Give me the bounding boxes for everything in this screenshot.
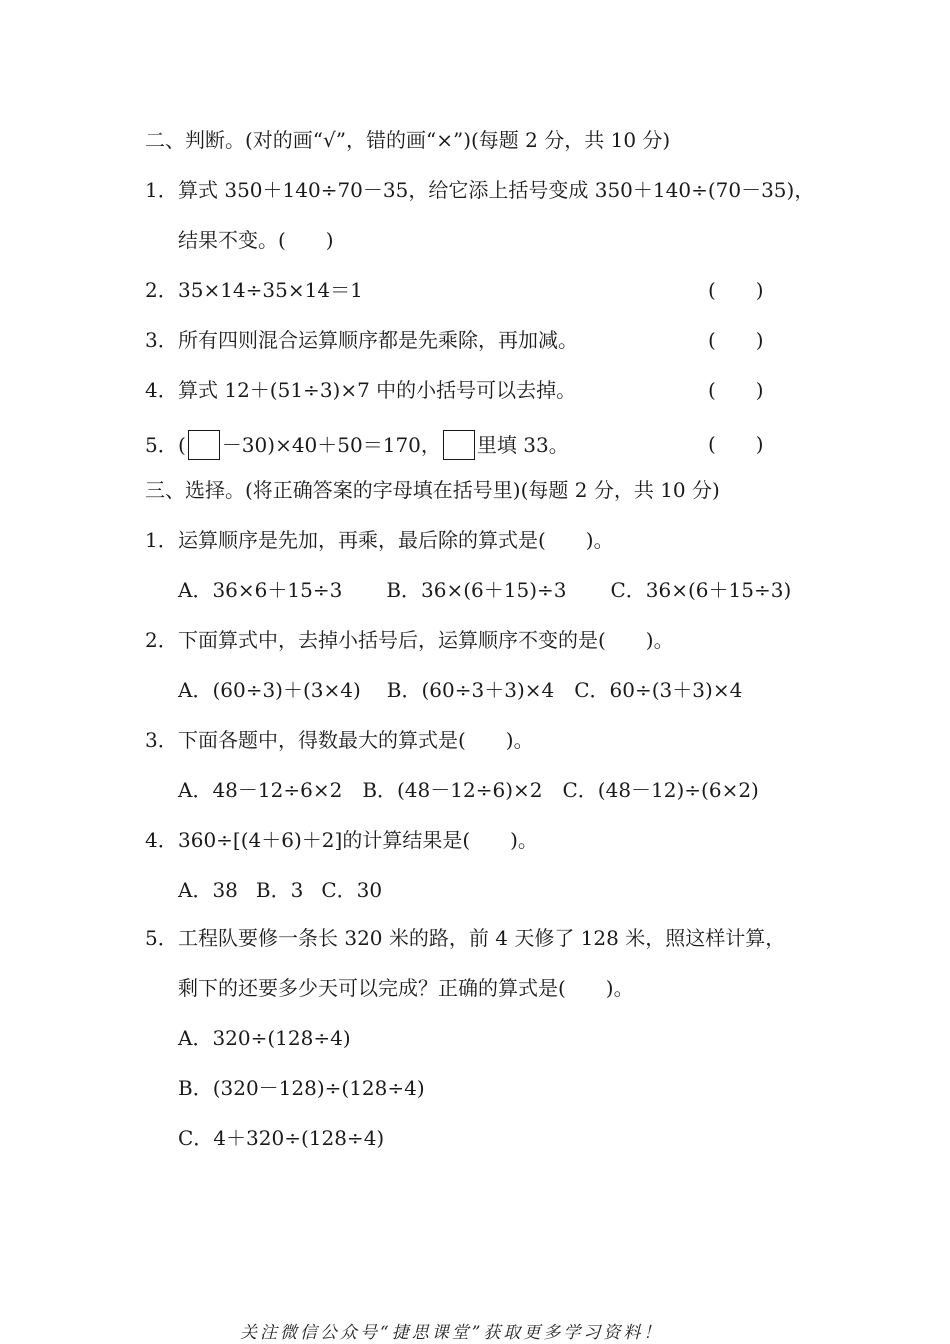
question-text-a: ( (178, 433, 186, 457)
option-a[interactable]: A．320÷(128÷4) (178, 1026, 351, 1050)
question-number: 3． (145, 728, 178, 752)
question-text: 下面各题中，得数最大的算式是( )。 (178, 728, 534, 752)
question-text: 算式 12＋(51÷3)×7 中的小括号可以去掉。 (178, 378, 577, 402)
s3-question-4 (145, 826, 538, 854)
s3-options-2 (178, 676, 742, 704)
question-text: 下面算式中，去掉小括号后，运算顺序不变的是( )。 (178, 628, 674, 652)
blank-box[interactable] (188, 430, 220, 460)
question-text: 所有四则混合运算顺序都是先乘除，再加减。 (178, 328, 578, 352)
question-text: 运算顺序是先加，再乘，最后除的算式是( )。 (178, 528, 614, 552)
question-text: 工程队要修一条长 320 米的路，前 4 天修了 128 米，照这样计算， (178, 926, 786, 950)
option-a[interactable]: A．36×6＋15÷3 (178, 578, 343, 602)
s2-question-1 (145, 176, 814, 204)
question-text: 360÷[(4＋6)＋2]的计算结果是( )。 (178, 828, 538, 852)
question-text: 算式 350＋140÷70－35，给它添上括号变成 350＋140÷(70－35)， (178, 178, 815, 202)
option-a[interactable]: A．(60÷3)＋(3×4) (178, 678, 361, 702)
s3-question-5 (145, 924, 785, 952)
section2-title: 二、判断。(对的画“√”，错的画“×”)(每题 2 分，共 10 分) (145, 128, 671, 152)
s3-question-5-cont: 剩下的还要多少天可以完成？正确的算式是( )。 (178, 976, 634, 1000)
s2-question-5 (145, 430, 569, 460)
option-b[interactable]: B．(48－12÷6)×2 (362, 778, 543, 802)
option-b[interactable]: B．(320－128)÷(128÷4) (178, 1076, 425, 1100)
section3-title: 三、选择。(将正确答案的字母填在括号里)(每题 2 分，共 10 分) (145, 478, 720, 502)
s3-question-1 (145, 526, 614, 554)
option-b[interactable]: B．3 (255, 878, 304, 902)
s2-question-3 (145, 326, 578, 354)
s3-options-1 (178, 576, 791, 604)
footer-note: 关注微信公众号“捷思课堂”获取更多学习资料！ (240, 1323, 664, 1343)
option-c[interactable]: C．(48－12)÷(6×2) (562, 778, 759, 802)
question-number: 2． (145, 628, 178, 652)
question-number: 1． (145, 528, 178, 552)
question-number: 1． (145, 178, 178, 202)
question-number: 3． (145, 328, 178, 352)
s2-question-2 (145, 276, 363, 304)
question-number: 5． (145, 926, 178, 950)
s2-question-4 (145, 376, 576, 404)
blank-box[interactable] (443, 430, 475, 460)
option-b[interactable]: B．(60÷3＋3)×4 (386, 678, 555, 702)
question-number: 5． (145, 433, 178, 457)
s3-question-3 (145, 726, 534, 754)
option-c[interactable]: C．36×(6＋15÷3) (610, 578, 792, 602)
answer-paren[interactable]: ( ) (708, 432, 764, 456)
question-text: 35×14÷35×14＝1 (178, 278, 363, 302)
answer-paren[interactable]: ( ) (708, 378, 764, 402)
option-b[interactable]: B．36×(6＋15)÷3 (386, 578, 567, 602)
question-text-b: －30)×40＋50＝170， (221, 433, 441, 457)
answer-paren[interactable]: ( ) (708, 278, 764, 302)
s3-question-2 (145, 626, 674, 654)
s3-options-4 (178, 876, 382, 904)
question-number: 4． (145, 828, 178, 852)
option-c[interactable]: C．4＋320÷(128÷4) (178, 1126, 385, 1150)
question-number: 4． (145, 378, 178, 402)
option-c[interactable]: C．30 (321, 878, 383, 902)
s2-question-1-cont: 结果不变。( ) (178, 228, 334, 252)
option-a[interactable]: A．48－12÷6×2 (178, 778, 343, 802)
s3-options-3 (178, 776, 759, 804)
answer-paren[interactable]: ( ) (708, 328, 764, 352)
option-a[interactable]: A．38 (178, 878, 238, 902)
option-c[interactable]: C．60÷(3＋3)×4 (574, 678, 743, 702)
question-text-c: 里填 33。 (476, 433, 569, 457)
question-number: 2． (145, 278, 178, 302)
